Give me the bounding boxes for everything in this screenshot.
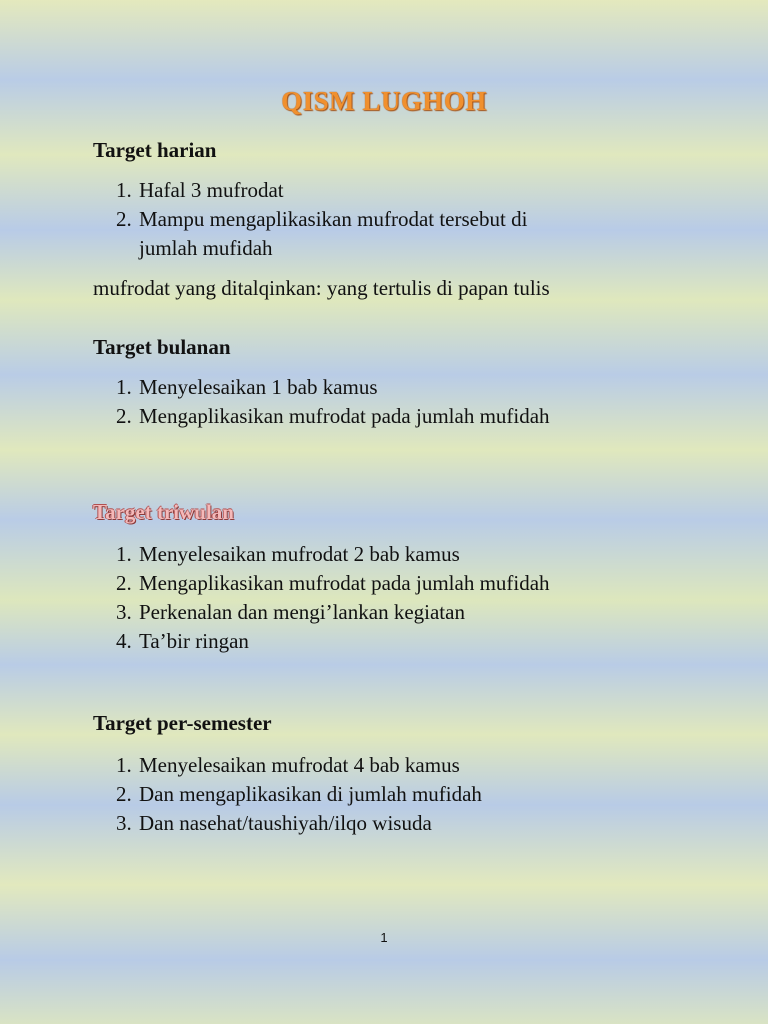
list-item-text: Menyelesaikan mufrodat 4 bab kamus — [139, 753, 460, 777]
list-item-number: 2. — [116, 207, 132, 231]
list-item-text: Hafal 3 mufrodat — [139, 178, 284, 202]
list-item-text: Mampu mengaplikasikan mufrodat tersebut di jumlah mufidah — [139, 207, 528, 260]
section-heading-bulanan: Target bulanan — [93, 335, 231, 359]
note-paragraph: mufrodat yang ditalqinkan: yang tertulis di papan tulis — [93, 276, 550, 300]
list-item — [116, 809, 596, 838]
list-item-number: 4. — [116, 629, 132, 653]
list-item — [116, 569, 596, 598]
list-item-number: 1. — [116, 375, 132, 399]
list-item — [116, 780, 596, 809]
section-heading-harian: Target harian — [93, 138, 217, 162]
list-per-semester — [116, 751, 596, 838]
list-item-text: Ta’bir ringan — [139, 629, 249, 653]
list-item — [116, 205, 596, 263]
list-item — [116, 540, 596, 569]
list-item-number: 3. — [116, 600, 132, 624]
page-number: 1 — [380, 930, 388, 945]
list-item-text: Perkenalan dan mengi’lankan kegiatan — [139, 600, 465, 624]
section-heading-triwulan: Target triwulan — [93, 500, 234, 524]
list-item — [116, 627, 596, 656]
section-heading-per-semester: Target per-semester — [93, 711, 272, 735]
list-item-text: Dan nasehat/taushiyah/ilqo wisuda — [139, 811, 432, 835]
list-bulanan — [116, 373, 596, 431]
page-title: QISM LUGHOH — [281, 86, 487, 116]
list-item-number: 2. — [116, 782, 132, 806]
list-triwulan — [116, 540, 596, 656]
list-item-number: 3. — [116, 811, 132, 835]
list-item — [116, 598, 596, 627]
list-item-text: Mengaplikasikan mufrodat pada jumlah mufidah — [139, 404, 550, 428]
list-item-text: Dan mengaplikasikan di jumlah mufidah — [139, 782, 482, 806]
list-item-number: 1. — [116, 178, 132, 202]
list-item-number: 1. — [116, 542, 132, 566]
list-item-number: 2. — [116, 404, 132, 428]
list-item-text: Menyelesaikan 1 bab kamus — [139, 375, 378, 399]
list-item-text: Mengaplikasikan mufrodat pada jumlah mufidah — [139, 571, 550, 595]
list-item-number: 2. — [116, 571, 132, 595]
list-item — [116, 373, 596, 402]
list-item — [116, 176, 596, 205]
list-item — [116, 751, 596, 780]
list-item — [116, 402, 596, 431]
list-item-text: Menyelesaikan mufrodat 2 bab kamus — [139, 542, 460, 566]
list-harian — [116, 176, 596, 263]
list-item-number: 1. — [116, 753, 132, 777]
